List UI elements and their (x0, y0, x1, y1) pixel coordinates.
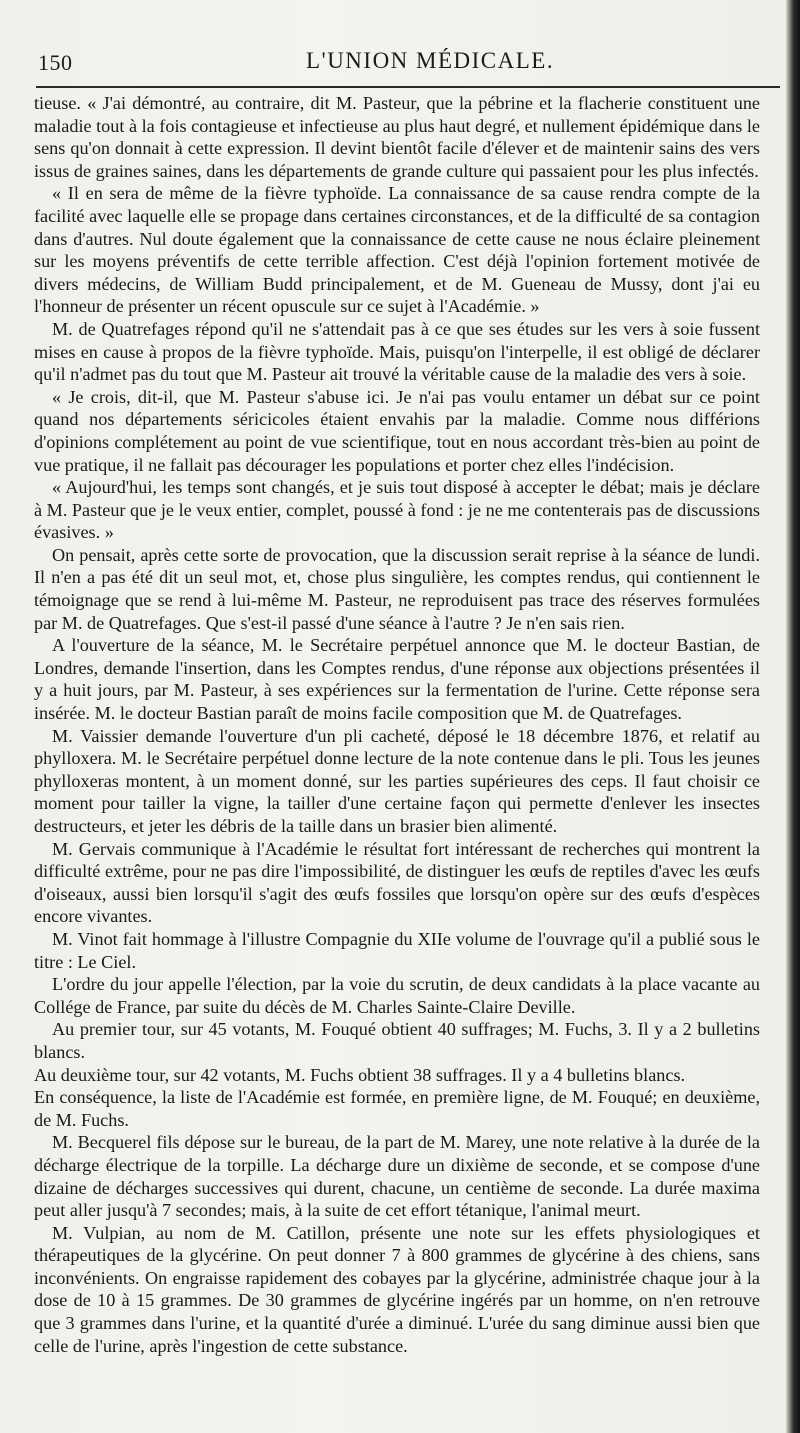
paragraph: M. Becquerel fils dépose sur le bureau, de la part de M. Marey, une note relative à la durée de la décharge électrique de la torpille. La décharge dure un dixième de seconde, et se compose d'une dizaine de décharges successives qui durent, chacune, un centième de seconde. La durée maxima peut aller jusqu'à 7 secondes; mais, à la suite de cet effort tétanique, l'animal meurt. (34, 1132, 760, 1221)
paragraph: « Il en sera de même de la fièvre typhoïde. La connaissance de sa cause rendra compte de la facilité avec laquelle elle se propage dans certaines circonstances, et de la difficulté de sa contagion dans d'autres. Nul doute également que la connaissance de cette cause ne nous éclaire pleinement sur les moyens préventifs de cette terrible affection. C'est déjà l'opinion fortement motivée de divers médecins, de William Budd principalement, et de M. Gueneau de Mussy, dont j'ai eu l'honneur de présenter un récent opuscule sur ce sujet à l'Académie. » (34, 183, 760, 317)
page-number: 150 (38, 50, 73, 75)
paragraph: M. Vulpian, au nom de M. Catillon, présente une note sur les effets physiologiques et thérapeutiques de la glycérine. On peut donner 7 à 800 grammes de glycérine à des chiens, sans inconvénients. On engraisse rapidement des cobayes par la glycérine, administrée chaque jour à la dose de 10 à 15 grammes. De 30 grammes de glycérine ingérés par un homme, on n'en retrouve que 3 grammes dans l'urine, et la quantité d'urée a diminué. L'urée du sang diminue aussi bien que celle de l'urine, après l'ingestion de cette substance. (34, 1222, 760, 1356)
header-rule (36, 86, 780, 88)
paragraph: En conséquence, la liste de l'Académie est formée, en première ligne, de M. Fouqué; en deuxième, de M. Fuchs. (34, 1087, 760, 1130)
page-edge-shadow (786, 0, 800, 1433)
page-header (36, 44, 776, 80)
paragraph: M. Gervais communique à l'Académie le résultat fort intéressant de recherches qui montrent la difficulté extrême, pour ne pas dire l'impossibilité, de distinguer les œufs de reptiles d'avec les œufs d'oiseaux, aussi bien lorsqu'il s'agit des œufs fossiles que lorsqu'on opère sur des œufs d'espèces encore vivantes. (34, 838, 760, 927)
paragraph: M. Vinot fait hommage à l'illustre Compagnie du XIIe volume de l'ouvrage qu'il a publié sous le titre : Le Ciel. (34, 928, 760, 972)
paragraph: On pensait, après cette sorte de provocation, que la discussion serait reprise à la séance de lundi. Il n'en a pas été dit un seul mot, et, chose plus singulière, les comptes rendus, qui contiennent le témoignage que se rend à lui-même M. Pasteur, ne reproduisent pas trace des réserves formulées par M. de Quatrefages. Que s'est-il passé d'une séance à l'autre ? Je n'en sais rien. (34, 544, 760, 633)
running-title: L'UNION MÉDICALE. (306, 48, 555, 73)
paragraph: Au premier tour, sur 45 votants, M. Fouqué obtient 40 suffrages; M. Fuchs, 3. Il y a 2 bulletins blancs. (34, 1019, 760, 1062)
paragraph: « Aujourd'hui, les temps sont changés, et je suis tout disposé à accepter le débat; mais je déclare à M. Pasteur que je le veux entier, complet, poussé à fond : je ne me contenterais pas de discussions évasives. » (34, 477, 760, 543)
paragraph: M. de Quatrefages répond qu'il ne s'attendait pas à ce que ses études sur les vers à soie fussent mises en cause à propos de la fièvre typhoïde. Mais, puisqu'on l'interpelle, il est obligé de déclarer qu'il n'admet pas du tout que M. Pasteur ait trouvé la véritable cause de la maladie des vers à soie. (34, 318, 760, 385)
paragraph: L'ordre du jour appelle l'élection, par la voie du scrutin, de deux candidats à la place vacante au Collége de France, par suite du décès de M. Charles Sainte-Claire Deville. (34, 974, 760, 1017)
paragraph: M. Vaissier demande l'ouverture d'un pli cacheté, déposé le 18 décembre 1876, et relatif au phylloxera. M. le Secrétaire perpétuel donne lecture de la note contenue dans le pli. Tous les jeunes phylloxeras montent, à un moment donné, sur les parties supérieures des ceps. Il faut choisir ce moment pour tailler la vigne, la tailler d'une certaine façon qui permette d'enlever les insectes destructeurs, et jeter les débris de la taille dans un brasier bien alimenté. (34, 725, 760, 836)
paragraph: tieuse. « J'ai démontré, au contraire, dit M. Pasteur, que la pébrine et la flacherie constituent une maladie tout à la fois contagieuse et infectieuse au plus haut degré, et nullement épidémique dans le sens qu'on donnait à cette expression. Il devint bientôt facile d'élever et de maintenir sains des vers issus de graines saines, dans les départements de grande culture qui passaient pour les plus infectés. (34, 93, 760, 181)
paragraph: Au deuxième tour, sur 42 votants, M. Fuchs obtient 38 suffrages. Il y a 4 bulletins blancs. (34, 1064, 686, 1085)
article-body (34, 92, 760, 1357)
paragraph: A l'ouverture de la séance, M. le Secrétaire perpétuel annonce que M. le docteur Bastian, de Londres, demande l'insertion, dans les Comptes rendus, d'une réponse aux objections présentées il y a huit jours, par M. Pasteur, à ses expériences sur la fermentation de l'urine. Cette réponse sera insérée. M. le docteur Bastian paraît de moins facile composition que M. de Quatrefages. (34, 635, 760, 724)
paragraph: « Je crois, dit-il, que M. Pasteur s'abuse ici. Je n'ai pas voulu entamer un débat sur ce point quand nos départements séricicoles étaient envahis par la maladie. Comme nous différions d'opinions complétement au point de vue scientifique, tout en nous accordant très-bien au point de vue pratique, il ne fallait pas décourager les populations et porter chez elles l'indécision. (34, 386, 760, 475)
